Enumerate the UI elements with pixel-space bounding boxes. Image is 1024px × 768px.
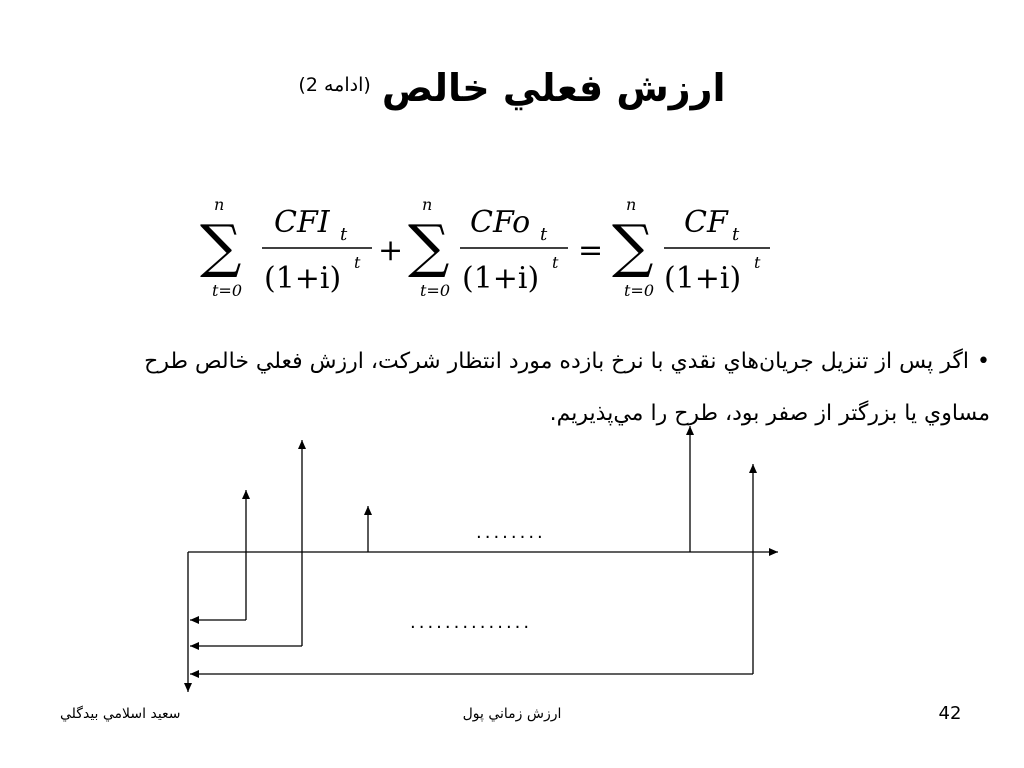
- bullet-icon: •: [977, 349, 990, 374]
- upper-ellipsis: ........: [476, 522, 546, 543]
- sum-lower-2: t=0: [420, 281, 451, 300]
- sigma-2: ∑: [408, 212, 450, 280]
- title-note: (ادامه 2): [298, 74, 371, 96]
- equals-sign: =: [578, 233, 604, 268]
- lower-ellipsis: ..............: [410, 612, 533, 633]
- exponent-3: t: [754, 253, 761, 272]
- sigma-3: ∑: [612, 212, 654, 280]
- subscript-2: t: [540, 224, 548, 245]
- numerator-3: CF: [684, 205, 728, 240]
- exponent-2: t: [552, 253, 559, 272]
- subscript-3: t: [732, 224, 740, 245]
- denominator-3: (1+i): [664, 261, 742, 296]
- sum-lower-3: t=0: [624, 281, 655, 300]
- sum-upper-1: n: [214, 196, 225, 214]
- numerator-1: CFI: [274, 205, 330, 240]
- sum-upper-3: n: [626, 196, 637, 214]
- denominator-1: (1+i): [264, 261, 342, 296]
- title-main: ارزش فعلي خالص: [381, 66, 726, 110]
- footer-topic: ارزش زماني پول: [462, 706, 562, 722]
- plus-sign: +: [378, 233, 404, 268]
- footer-author: سعيد اسلامي بيدگلي: [60, 706, 181, 722]
- numerator-2: CFo: [470, 205, 531, 240]
- slide-number: 42: [938, 703, 962, 724]
- sum-lower-1: t=0: [212, 281, 243, 300]
- sigma-1: ∑: [200, 212, 242, 280]
- exponent-1: t: [354, 253, 361, 272]
- denominator-2: (1+i): [462, 261, 540, 296]
- subscript-1: t: [340, 224, 348, 245]
- bullet-text: اگر پس از تنزيل جريان‌هاي نقدي با نرخ بازده مورد انتظار شركت، ارزش فعلي خالص طرح مساوي يا بزرگتر از صفر بود، طرح را مي‌پذيريم.: [144, 349, 990, 426]
- sum-upper-2: n: [422, 196, 433, 214]
